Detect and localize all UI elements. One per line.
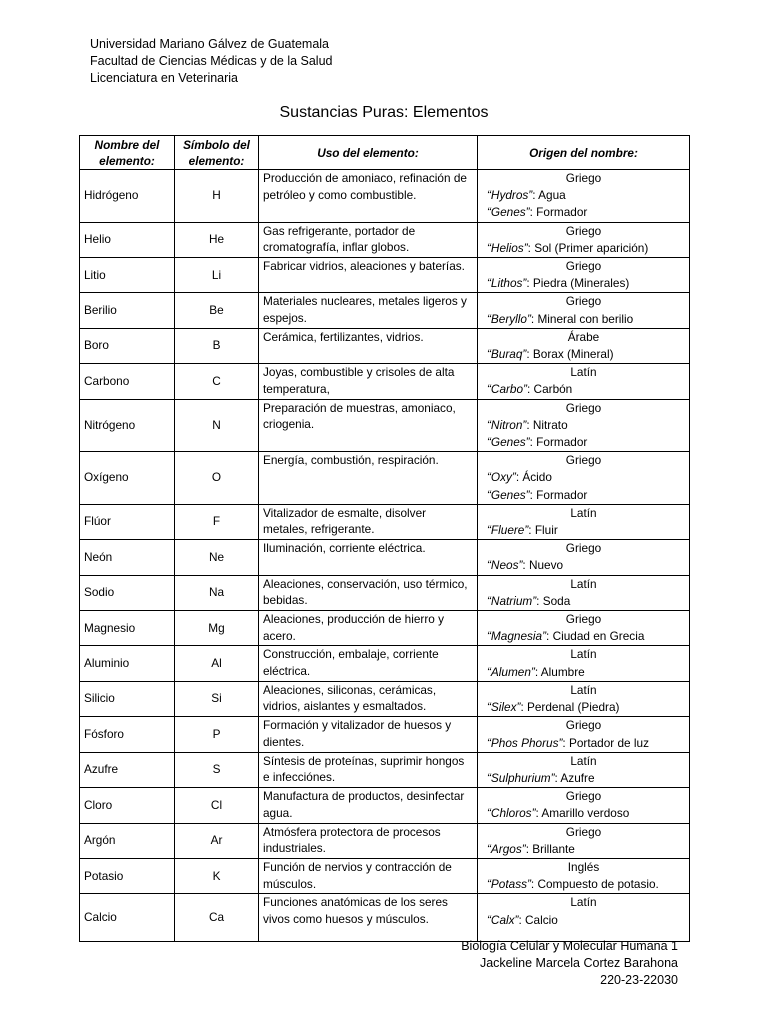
element-name-cell: Potasio bbox=[80, 858, 175, 893]
origin-meaning: : Formador bbox=[529, 205, 588, 220]
element-symbol-cell: H bbox=[175, 170, 259, 223]
element-symbol-cell: P bbox=[175, 717, 259, 752]
origin-term: “Argos” bbox=[487, 841, 526, 856]
element-origin-cell bbox=[478, 504, 690, 539]
element-symbol-cell: F bbox=[175, 504, 259, 539]
origin-language: Griego bbox=[565, 541, 602, 556]
table-row bbox=[80, 894, 690, 942]
element-use-cell: Función de nervios y contracción de músculos. bbox=[259, 858, 478, 893]
origin-meaning: : Perdenal (Piedra) bbox=[520, 700, 620, 715]
element-name-cell: Magnesio bbox=[80, 611, 175, 646]
origin-etymology bbox=[482, 522, 685, 539]
origin-term: “Silex” bbox=[487, 700, 521, 715]
element-origin-cell bbox=[478, 170, 690, 223]
origin-etymology bbox=[482, 275, 685, 292]
origin-term: “Beryllo” bbox=[487, 311, 531, 326]
table-row bbox=[80, 540, 690, 575]
table-row bbox=[80, 681, 690, 716]
origin-etymology bbox=[482, 770, 685, 787]
element-name-cell: Argón bbox=[80, 823, 175, 858]
origin-meaning: : Fluir bbox=[528, 523, 558, 538]
element-use-cell: Materiales nucleares, metales ligeros y espejos. bbox=[259, 293, 478, 328]
element-name-cell: Oxígeno bbox=[80, 452, 175, 505]
table-row bbox=[80, 717, 690, 752]
table-row bbox=[80, 364, 690, 399]
origin-etymology bbox=[482, 735, 685, 752]
element-name-cell: Calcio bbox=[80, 894, 175, 942]
origin-language: Griego bbox=[565, 453, 602, 468]
origin-term: “Phos Phorus” bbox=[487, 735, 563, 750]
origin-language: Latín bbox=[570, 505, 597, 520]
origin-term: “Genes” bbox=[487, 435, 530, 450]
element-use-cell: Aleaciones, conservación, uso térmico, bebidas. bbox=[259, 575, 478, 610]
element-symbol-cell: O bbox=[175, 452, 259, 505]
student-id: 220-23-22030 bbox=[600, 973, 678, 987]
origin-meaning: : Mineral con berilio bbox=[530, 311, 634, 326]
table-row bbox=[80, 575, 690, 610]
origin-term: “Neos” bbox=[487, 558, 523, 573]
origin-meaning: : Azufre bbox=[554, 770, 595, 785]
element-use-cell: Iluminación, corriente eléctrica. bbox=[259, 540, 478, 575]
table-row bbox=[80, 328, 690, 363]
table-row bbox=[80, 611, 690, 646]
origin-meaning: : Calcio bbox=[518, 912, 558, 927]
element-name-cell: Carbono bbox=[80, 364, 175, 399]
origin-etymology bbox=[482, 664, 685, 681]
origin-term: “Nitron” bbox=[487, 417, 527, 432]
element-use-cell: Construcción, embalaje, corriente eléctrica. bbox=[259, 646, 478, 681]
element-origin-cell bbox=[478, 646, 690, 681]
element-origin-cell bbox=[478, 752, 690, 787]
element-name-cell: Sodio bbox=[80, 575, 175, 610]
origin-meaning: : Brillante bbox=[525, 841, 575, 856]
origin-term: “Sulphurium” bbox=[487, 770, 555, 785]
element-name-cell: Flúor bbox=[80, 504, 175, 539]
table-row bbox=[80, 170, 690, 223]
origin-etymology bbox=[482, 469, 685, 486]
element-name-cell: Azufre bbox=[80, 752, 175, 787]
origin-term: “Lithos” bbox=[487, 276, 527, 291]
table-header-row bbox=[80, 136, 690, 170]
origin-meaning: : Carbón bbox=[527, 382, 573, 397]
origin-language: Inglés bbox=[567, 859, 600, 874]
origin-language: Griego bbox=[565, 612, 602, 627]
origin-meaning: : Agua bbox=[532, 188, 566, 203]
origin-language: Latín bbox=[570, 647, 597, 662]
origin-meaning: : Ciudad en Grecia bbox=[546, 629, 645, 644]
origin-term: “Buraq” bbox=[487, 347, 527, 362]
element-symbol-cell: Na bbox=[175, 575, 259, 610]
element-origin-cell bbox=[478, 611, 690, 646]
element-origin-cell bbox=[478, 452, 690, 505]
table-row bbox=[80, 504, 690, 539]
element-origin-cell bbox=[478, 894, 690, 942]
element-use-cell: Fabricar vidrios, aleaciones y baterías. bbox=[259, 258, 478, 293]
origin-etymology bbox=[482, 876, 685, 893]
element-name-cell: Litio bbox=[80, 258, 175, 293]
element-name-cell: Nitrógeno bbox=[80, 399, 175, 452]
element-symbol-cell: Be bbox=[175, 293, 259, 328]
element-use-cell: Aleaciones, siliconas, cerámicas, vidrios, aislantes y esmaltados. bbox=[259, 681, 478, 716]
element-name-cell: Boro bbox=[80, 328, 175, 363]
element-origin-cell bbox=[478, 364, 690, 399]
element-origin-cell bbox=[478, 258, 690, 293]
origin-term: “Potass” bbox=[487, 877, 531, 892]
element-use-cell: Vitalizador de esmalte, disolver metales, refrigerante. bbox=[259, 504, 478, 539]
origin-meaning: : Sol (Primer aparición) bbox=[527, 240, 649, 255]
author-name: Jackeline Marcela Cortez Barahona bbox=[479, 956, 678, 970]
element-origin-cell bbox=[478, 540, 690, 575]
element-symbol-cell: He bbox=[175, 222, 259, 257]
element-origin-cell bbox=[478, 858, 690, 893]
element-symbol-cell: Ne bbox=[175, 540, 259, 575]
origin-etymology bbox=[482, 841, 685, 858]
origin-term: “Magnesia” bbox=[487, 629, 547, 644]
element-symbol-cell: B bbox=[175, 328, 259, 363]
element-use-cell: Producción de amoniaco, refinación de petróleo y como combustible. bbox=[259, 170, 478, 223]
origin-etymology bbox=[482, 434, 685, 451]
origin-etymology bbox=[482, 417, 685, 434]
element-origin-cell bbox=[478, 293, 690, 328]
element-symbol-cell: K bbox=[175, 858, 259, 893]
element-name-cell: Berilio bbox=[80, 293, 175, 328]
element-use-cell: Preparación de muestras, amoniaco, criogenia. bbox=[259, 399, 478, 452]
origin-meaning: : Compuesto de potasio. bbox=[530, 877, 659, 892]
origin-etymology bbox=[482, 912, 685, 929]
origin-language: Griego bbox=[565, 223, 602, 238]
table-row bbox=[80, 452, 690, 505]
element-use-cell: Cerámica, fertilizantes, vidrios. bbox=[259, 328, 478, 363]
column-header-use: Uso del elemento: bbox=[259, 136, 478, 170]
origin-term: “Fluere” bbox=[487, 523, 529, 538]
element-use-cell: Formación y vitalizador de huesos y dientes. bbox=[259, 717, 478, 752]
document-title: Sustancias Puras: Elementos bbox=[279, 104, 489, 121]
origin-meaning: : Piedra (Minerales) bbox=[526, 276, 630, 291]
element-origin-cell bbox=[478, 399, 690, 452]
origin-meaning: : Formador bbox=[529, 435, 588, 450]
element-symbol-cell: C bbox=[175, 364, 259, 399]
column-header-origin: Origen del nombre: bbox=[478, 136, 690, 170]
origin-meaning: : Nitrato bbox=[526, 417, 568, 432]
origin-meaning: : Ácido bbox=[515, 470, 552, 485]
origin-term: “Genes” bbox=[487, 487, 530, 502]
origin-term: “Helios” bbox=[487, 240, 528, 255]
element-use-cell: Atmósfera protectora de procesos industriales. bbox=[259, 823, 478, 858]
origin-term: “Genes” bbox=[487, 205, 530, 220]
origin-term: “Alumen” bbox=[487, 664, 535, 679]
origin-etymology bbox=[482, 805, 685, 822]
table-body bbox=[80, 170, 690, 942]
element-name-cell: Helio bbox=[80, 222, 175, 257]
table-row bbox=[80, 823, 690, 858]
table-row bbox=[80, 293, 690, 328]
origin-term: “Hydros” bbox=[487, 188, 533, 203]
origin-language: Latín bbox=[570, 576, 597, 591]
origin-etymology bbox=[482, 593, 685, 610]
origin-language: Árabe bbox=[567, 329, 600, 344]
table-row bbox=[80, 788, 690, 823]
element-symbol-cell: Ar bbox=[175, 823, 259, 858]
element-name-cell: Cloro bbox=[80, 788, 175, 823]
faculty-name: Facultad de Ciencias Médicas y de la Salud bbox=[90, 54, 333, 68]
origin-meaning: : Borax (Mineral) bbox=[526, 347, 614, 362]
document-footer bbox=[461, 938, 678, 989]
origin-etymology bbox=[482, 699, 685, 716]
origin-language: Griego bbox=[565, 259, 602, 274]
origin-etymology bbox=[482, 187, 685, 204]
table-row bbox=[80, 258, 690, 293]
origin-term: “Calx” bbox=[487, 912, 519, 927]
origin-language: Griego bbox=[565, 400, 602, 415]
element-name-cell: Fósforo bbox=[80, 717, 175, 752]
column-header-name: Nombre del elemento: bbox=[80, 136, 175, 170]
origin-etymology bbox=[482, 628, 685, 645]
origin-language: Latín bbox=[570, 895, 597, 910]
table-row bbox=[80, 752, 690, 787]
element-name-cell: Hidrógeno bbox=[80, 170, 175, 223]
origin-etymology bbox=[482, 346, 685, 363]
origin-language: Griego bbox=[565, 718, 602, 733]
element-use-cell: Manufactura de productos, desinfectar agua. bbox=[259, 788, 478, 823]
element-name-cell: Silicio bbox=[80, 681, 175, 716]
element-use-cell: Joyas, combustible y crisoles de alta temperatura, bbox=[259, 364, 478, 399]
table-row bbox=[80, 858, 690, 893]
element-use-cell: Síntesis de proteínas, suprimir hongos e infecciónes. bbox=[259, 752, 478, 787]
origin-language: Griego bbox=[565, 294, 602, 309]
element-use-cell: Gas refrigerante, portador de cromatografía, inflar globos. bbox=[259, 222, 478, 257]
origin-language: Latín bbox=[570, 682, 597, 697]
origin-term: “Oxy” bbox=[487, 470, 516, 485]
table-row bbox=[80, 399, 690, 452]
element-symbol-cell: Ca bbox=[175, 894, 259, 942]
origin-meaning: : Portador de luz bbox=[562, 735, 649, 750]
element-symbol-cell: Al bbox=[175, 646, 259, 681]
element-origin-cell bbox=[478, 788, 690, 823]
course-name: Biología Celular y Molecular Humana 1 bbox=[461, 939, 678, 953]
origin-meaning: : Nuevo bbox=[522, 558, 564, 573]
element-origin-cell bbox=[478, 575, 690, 610]
element-symbol-cell: Li bbox=[175, 258, 259, 293]
element-origin-cell bbox=[478, 717, 690, 752]
table-row bbox=[80, 646, 690, 681]
origin-meaning: : Formador bbox=[529, 487, 588, 502]
origin-term: “Natrium” bbox=[487, 593, 537, 608]
element-origin-cell bbox=[478, 823, 690, 858]
table-row bbox=[80, 222, 690, 257]
element-origin-cell bbox=[478, 681, 690, 716]
element-symbol-cell: Cl bbox=[175, 788, 259, 823]
origin-language: Griego bbox=[565, 824, 602, 839]
origin-term: “Chloros” bbox=[487, 806, 536, 821]
origin-etymology bbox=[482, 557, 685, 574]
element-use-cell: Funciones anatómicas de los seres vivos como huesos y músculos. bbox=[259, 894, 478, 942]
origin-meaning: : Alumbre bbox=[534, 664, 585, 679]
origin-etymology bbox=[482, 240, 685, 257]
origin-language: Latín bbox=[570, 753, 597, 768]
column-header-symbol: Símbolo del elemento: bbox=[175, 136, 259, 170]
origin-language: Latín bbox=[570, 365, 597, 380]
element-name-cell: Aluminio bbox=[80, 646, 175, 681]
origin-etymology bbox=[482, 204, 685, 221]
origin-language: Griego bbox=[565, 171, 602, 185]
element-symbol-cell: Mg bbox=[175, 611, 259, 646]
origin-etymology bbox=[482, 311, 685, 328]
element-origin-cell bbox=[478, 328, 690, 363]
element-symbol-cell: Si bbox=[175, 681, 259, 716]
element-symbol-cell: S bbox=[175, 752, 259, 787]
origin-term: “Carbo” bbox=[487, 382, 527, 397]
elements-table bbox=[79, 135, 690, 942]
element-use-cell: Aleaciones, producción de hierro y acero. bbox=[259, 611, 478, 646]
element-origin-cell bbox=[478, 222, 690, 257]
element-symbol-cell: N bbox=[175, 399, 259, 452]
document-header bbox=[90, 36, 333, 87]
program-name: Licenciatura en Veterinaria bbox=[90, 71, 239, 85]
element-name-cell: Neón bbox=[80, 540, 175, 575]
origin-meaning: : Amarillo verdoso bbox=[535, 806, 630, 821]
element-use-cell: Energía, combustión, respiración. bbox=[259, 452, 478, 505]
origin-language: Griego bbox=[565, 789, 602, 804]
origin-etymology bbox=[482, 487, 685, 504]
origin-etymology bbox=[482, 381, 685, 398]
university-name: Universidad Mariano Gálvez de Guatemala bbox=[90, 37, 330, 51]
origin-meaning: : Soda bbox=[536, 593, 571, 608]
